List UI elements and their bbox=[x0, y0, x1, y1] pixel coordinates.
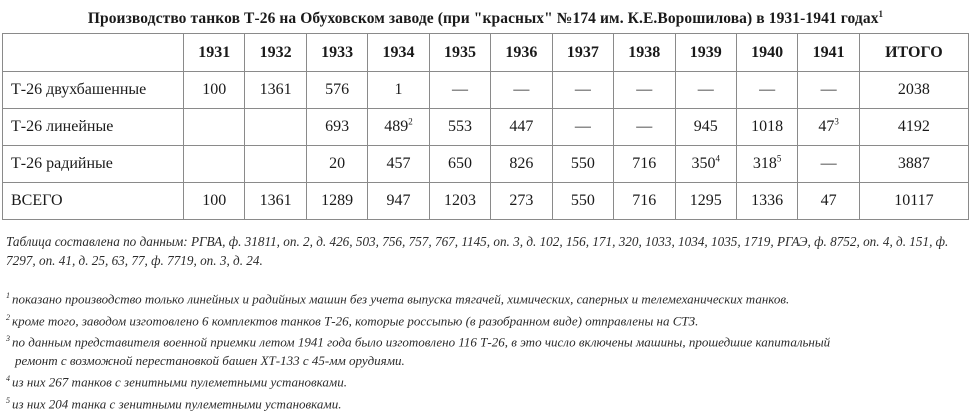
footnote-text: показано производство только линейных и радийных машин без учета выпуска тягачей, химических, саперных и телемеханических танков. bbox=[12, 291, 790, 307]
footnote-mark: 5 bbox=[6, 395, 10, 405]
cell-value: 947 bbox=[386, 192, 411, 209]
cell-value: 318 bbox=[752, 155, 777, 172]
cell-value: 350 bbox=[691, 155, 716, 172]
table-cell bbox=[614, 146, 675, 183]
header-cell: 1938 bbox=[614, 34, 675, 72]
table-cell bbox=[491, 146, 552, 183]
header-cell: 1939 bbox=[675, 34, 736, 72]
cell-value: 1361 bbox=[259, 192, 292, 209]
table-cell bbox=[368, 146, 429, 183]
table-cell bbox=[552, 146, 613, 183]
footnote bbox=[6, 370, 964, 392]
footnote bbox=[6, 330, 964, 370]
cell-footnote-mark: 4 bbox=[715, 153, 720, 164]
table-cell bbox=[306, 109, 367, 146]
table-cell bbox=[552, 183, 613, 220]
table-cell bbox=[184, 146, 245, 183]
table-cell bbox=[491, 109, 552, 146]
table-cell bbox=[429, 146, 490, 183]
table-cell bbox=[736, 109, 797, 146]
table-cell bbox=[736, 146, 797, 183]
header-cell: 1937 bbox=[552, 34, 613, 72]
table-row bbox=[3, 183, 969, 220]
table-cell bbox=[859, 109, 968, 146]
table-cell bbox=[798, 146, 859, 183]
table-cell bbox=[552, 109, 613, 146]
table-cell bbox=[306, 146, 367, 183]
table-cell bbox=[429, 72, 490, 109]
row-label: Т-26 радийные bbox=[3, 146, 184, 183]
cell-value: 10117 bbox=[894, 192, 934, 209]
cell-value: 3887 bbox=[897, 155, 930, 172]
footnote-text: по данным представителя военной приемки летом 1941 года было изготовлено 116 Т-26, в это число включены машины, прошедшие капитальный bbox=[12, 334, 831, 350]
cell-value: 20 bbox=[329, 155, 346, 172]
table-cell bbox=[368, 109, 429, 146]
row-label: Т-26 двухбашенные bbox=[3, 72, 184, 109]
cell-value: — bbox=[820, 81, 837, 98]
header-cell: 1933 bbox=[306, 34, 367, 72]
cell-value: 489 bbox=[384, 118, 409, 135]
cell-value: 1336 bbox=[751, 192, 784, 209]
table-cell bbox=[184, 109, 245, 146]
cell-value: 716 bbox=[632, 192, 657, 209]
footnote-mark: 3 bbox=[6, 334, 10, 344]
cell-value: 47 bbox=[820, 192, 837, 209]
table-cell bbox=[614, 72, 675, 109]
row-label: ВСЕГО bbox=[3, 183, 184, 220]
cell-value: 553 bbox=[447, 118, 472, 135]
table-cell bbox=[306, 72, 367, 109]
cell-value: — bbox=[636, 118, 653, 135]
footnote bbox=[6, 309, 964, 331]
cell-value: 693 bbox=[325, 118, 350, 135]
cell-value: 1361 bbox=[259, 81, 292, 98]
cell-value: 1018 bbox=[751, 118, 784, 135]
cell-value: 826 bbox=[509, 155, 534, 172]
table-cell bbox=[245, 109, 306, 146]
table-cell bbox=[798, 183, 859, 220]
header-cell: ИТОГО bbox=[859, 34, 968, 72]
table-cell bbox=[245, 146, 306, 183]
table-cell bbox=[552, 72, 613, 109]
cell-footnote-mark: 3 bbox=[834, 116, 839, 127]
row-label: Т-26 линейные bbox=[3, 109, 184, 146]
table-cell bbox=[184, 183, 245, 220]
table-cell bbox=[245, 183, 306, 220]
cell-value: 100 bbox=[202, 81, 227, 98]
table-cell bbox=[614, 183, 675, 220]
footnote bbox=[6, 392, 964, 413]
table-cell bbox=[306, 183, 367, 220]
header-cell: 1932 bbox=[245, 34, 306, 72]
table-row bbox=[3, 146, 969, 183]
table-cell bbox=[736, 72, 797, 109]
table-cell bbox=[675, 183, 736, 220]
cell-value: — bbox=[759, 81, 776, 98]
cell-value: 550 bbox=[570, 155, 595, 172]
table-cell bbox=[859, 183, 968, 220]
cell-value: 576 bbox=[325, 81, 350, 98]
footnote-mark: 1 bbox=[6, 291, 10, 300]
cell-value: 650 bbox=[447, 155, 472, 172]
table-cell bbox=[491, 183, 552, 220]
table-cell bbox=[429, 183, 490, 220]
source-note: Таблица составлена по данным: РГВА, ф. 31811, оп. 2, д. 426, 503, 756, 757, 767, 1145, оп. 3, д. 102, 156, 171, 320, 1033, 1034, 1035, 1719, РГАЭ, ф. 8752, оп. 4, д. 151, ф. 7297, оп. 41, д. 25, 63, 77, ф. 7719, оп. 3, д. 24. bbox=[6, 234, 949, 268]
cell-value: 550 bbox=[570, 192, 595, 209]
table-title-text: Производство танков Т-26 на Обуховском заводе (при "красных" №174 им. К.Е.Ворошилова) в 1931-1941 годах bbox=[87, 10, 879, 28]
title-footnote-mark: 1 bbox=[878, 9, 884, 19]
footnotes bbox=[6, 287, 964, 413]
footnote-text: из них 204 танка с зенитными пулеметными установками. bbox=[12, 396, 342, 412]
footnote-text: из них 267 танков с зенитными пулеметными установками. bbox=[12, 374, 347, 390]
cell-value: 457 bbox=[386, 155, 411, 172]
header-cell: 1934 bbox=[368, 34, 429, 72]
cell-value: — bbox=[513, 81, 530, 98]
footnote-text: кроме того, заводом изготовлено 6 комплектов танков Т-26, которые россыпью (в разобранном виде) отправлены на СТЗ. bbox=[12, 312, 699, 328]
table-cell bbox=[184, 72, 245, 109]
production-table bbox=[2, 33, 969, 220]
table-cell bbox=[245, 72, 306, 109]
footnote-text-continued: ремонт с возможной перестановкой башен ХТ-133 с 45-мм орудиями. bbox=[15, 352, 405, 368]
cell-value: — bbox=[636, 81, 653, 98]
header-cell: 1940 bbox=[736, 34, 797, 72]
table-cell bbox=[614, 109, 675, 146]
table-cell bbox=[736, 183, 797, 220]
table-row bbox=[3, 109, 969, 146]
cell-value: 2038 bbox=[897, 81, 930, 98]
cell-value: 945 bbox=[693, 118, 718, 135]
cell-footnote-mark: 5 bbox=[776, 153, 782, 164]
cell-value: 1203 bbox=[443, 192, 476, 209]
footnote-mark: 4 bbox=[6, 374, 10, 384]
cell-value: — bbox=[697, 81, 714, 98]
table-cell bbox=[429, 109, 490, 146]
cell-value: 1 bbox=[394, 81, 403, 98]
header-cell: 1941 bbox=[798, 34, 859, 72]
footnote-mark: 2 bbox=[6, 312, 10, 322]
cell-value: 1295 bbox=[689, 192, 722, 209]
table-cell bbox=[798, 109, 859, 146]
cell-value: 100 bbox=[202, 192, 227, 209]
cell-value: 273 bbox=[509, 192, 534, 209]
cell-value: — bbox=[820, 155, 837, 172]
cell-value: — bbox=[574, 118, 591, 135]
table-cell bbox=[859, 146, 968, 183]
table-cell bbox=[798, 72, 859, 109]
header-cell bbox=[3, 34, 184, 72]
table-cell bbox=[675, 109, 736, 146]
cell-value: 447 bbox=[509, 118, 534, 135]
table-cell bbox=[859, 72, 968, 109]
cell-value: 4192 bbox=[897, 118, 930, 135]
cell-value: — bbox=[574, 81, 591, 98]
header-cell: 1936 bbox=[491, 34, 552, 72]
table-cell bbox=[368, 72, 429, 109]
table-title bbox=[0, 9, 971, 28]
table-header-row bbox=[3, 34, 969, 72]
cell-value: — bbox=[451, 81, 468, 98]
cell-value: 47 bbox=[818, 118, 835, 135]
header-cell: 1935 bbox=[429, 34, 490, 72]
cell-footnote-mark: 2 bbox=[408, 116, 413, 127]
header-cell: 1931 bbox=[184, 34, 245, 72]
table-row bbox=[3, 72, 969, 109]
table-cell bbox=[675, 146, 736, 183]
cell-value: 1289 bbox=[321, 192, 354, 209]
table-cell bbox=[491, 72, 552, 109]
cell-value: 716 bbox=[632, 155, 657, 172]
footnote bbox=[6, 287, 964, 309]
table-cell bbox=[368, 183, 429, 220]
table-cell bbox=[675, 72, 736, 109]
